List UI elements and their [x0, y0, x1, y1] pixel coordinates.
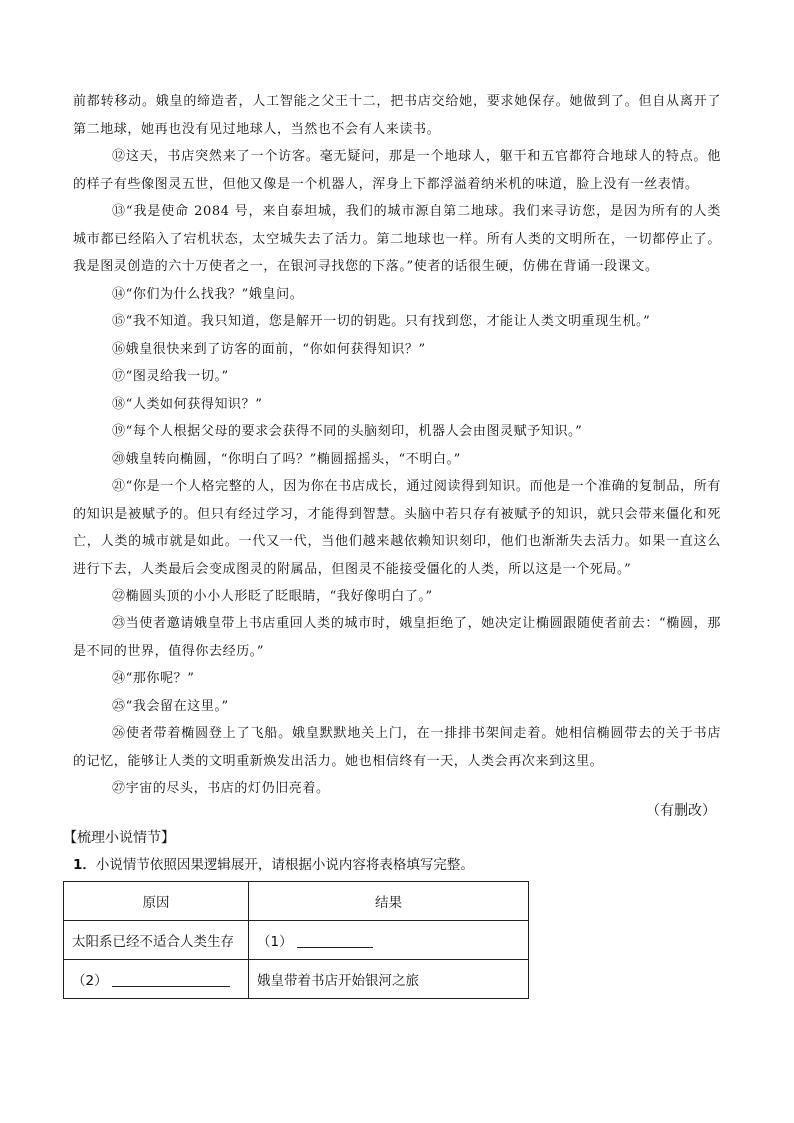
table-row	[64, 960, 529, 999]
paragraph-26: ㉖使者带着椭圆登上了飞船。娥皇默默地关上门，在一排排书架间走着。她相信椭圆带去的关于书店的记忆，能够让人类的文明重新焕发出活力。她也相信终有一天，人类会再次来到这里。	[73, 726, 721, 769]
paragraph-15: ⑮“我不知道。我只知道，您是解开一切的钥匙。只有找到您，才能让人类文明重现生机。”	[112, 314, 651, 329]
blank-label-1: （1）	[257, 934, 293, 950]
paragraph-13: ⑬“我是使命 2084 号，来自泰坦城，我们的城市源自第二地球。我们来寻访您，是因为所有的人类城市都已经陷入了宕机状态，太空城失去了活力。第二地球也一样。所有人类的文明所在，一切都停止了。我是图灵创造的六十万使者之一，在银河寻找您的下落。”使者的话很生硬，仿佛在背诵一段课文。	[73, 204, 721, 274]
question-number: 1．	[73, 857, 96, 873]
paragraph-27: ㉗宇宙的尽头，书店的灯仍旧亮着。	[112, 781, 330, 796]
paragraph-14: ⑭“你们为什么找我？”娥皇问。	[112, 287, 304, 302]
section-title: 【梳理小说情节】	[63, 830, 175, 846]
answer-blank-2[interactable]	[112, 972, 230, 987]
paragraph-18: ⑱“人类如何获得知识？”	[112, 397, 263, 412]
paragraph-20: ⑳娥皇转向椭圆，“你明白了吗？”椭圆摇摇头，“不明白。”	[112, 452, 461, 467]
plot-table	[63, 881, 529, 999]
cause-cell-1: 太阳系已经不适合人类生存	[64, 921, 249, 960]
result-cell-2: 娥皇带着书店开始银河之旅	[249, 960, 529, 999]
paragraph-19: ⑲“每个人根据父母的要求会获得不同的头脑刻印，机器人会由图灵赋予知识。”	[112, 424, 583, 439]
paragraph-25: ㉕“我会留在这里。”	[112, 699, 229, 714]
question-1	[73, 853, 474, 877]
table-header-row	[64, 882, 529, 921]
blank-label-2: （2）	[72, 973, 108, 989]
paragraph-16: ⑯娥皇很快来到了访客的面前，“你如何获得知识？”	[112, 342, 426, 357]
header-result: 结果	[249, 882, 529, 921]
paragraph-11-continued: 前都转移动。娥皇的缔造者，人工智能之父王十二，把书店交给她，要求她保存。她做到了。但自从离开了第二地球，她再也没有见过地球人，当然也不会有人来读书。	[73, 94, 721, 137]
header-cause: 原因	[64, 882, 249, 921]
paragraph-12: ⑫这天，书店突然来了一个访客。毫无疑问，那是一个地球人，躯干和五官都符合地球人的特点。他的样子有些像图灵五世，但他又像是一个机器人，浑身上下都浮溢着纳米机的味道，脸上没有一丝表情。	[73, 149, 721, 192]
result-cell-1[interactable]	[249, 921, 529, 960]
paragraph-21: ㉑“你是一个人格完整的人，因为你在书店成长，通过阅读得到知识。而他是一个准确的复制品，所有的知识是被赋予的。但只有经过学习，才能得到智慧。头脑中若只存有被赋予的知识，就只会带来僵化和死亡，人类的城市就是如此。一代又一代，当他们越来越依赖知识刻印，他们也渐渐失去活力。如果一直这么进行下去，人类最后会变成图灵的附属品，但图灵不能接受僵化的人类，所以这是一个死局。”	[73, 479, 721, 577]
paragraph-24: ㉔“那你呢？”	[112, 671, 195, 686]
edit-note: （有删改）	[646, 803, 716, 819]
paragraph-22: ㉒椭圆头顶的小小人形眨了眨眼睛，“我好像明白了。”	[112, 589, 433, 604]
paragraph-23: ㉓当使者邀请娥皇带上书店重回人类的城市时，娥皇拒绝了，她决定让椭圆跟随使者前去：“椭圆，那是不同的世界，值得你去经历。”	[73, 616, 721, 659]
answer-blank-1[interactable]	[297, 933, 373, 948]
table-row	[64, 921, 529, 960]
cause-cell-2[interactable]	[64, 960, 249, 999]
paragraph-17: ⑰“图灵给我一切。”	[112, 369, 229, 384]
question-text: 小说情节依照因果逻辑展开，请根据小说内容将表格填写完整。	[95, 857, 474, 873]
